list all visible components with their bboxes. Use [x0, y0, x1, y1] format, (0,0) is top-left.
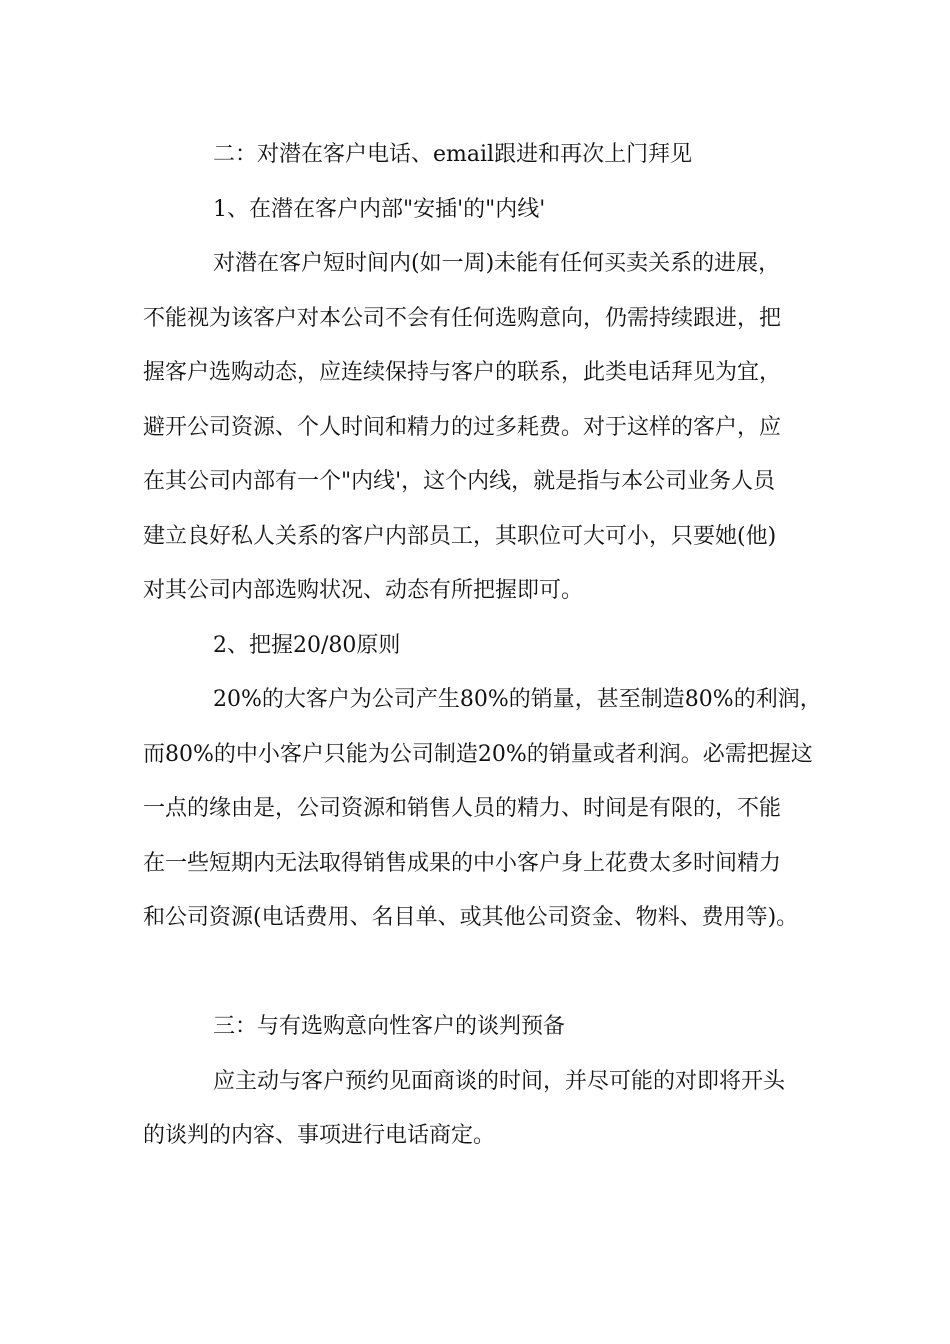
item-2-heading: 2、把握20/80原则	[213, 632, 401, 658]
paragraph-line: 而80%的中小客户只能为公司制造20%的销量或者利润。必需把握这	[143, 741, 813, 767]
blank-line	[143, 946, 807, 1001]
paragraph-line: 一点的缘由是，公司资源和销售人员的精力、时间是有限的，不能	[143, 796, 782, 821]
item-1-heading: 1、在潜在客户内部"安插'的"内线'	[213, 196, 546, 222]
paragraph-line: 的谈判的内容、事项进行电话商定。	[143, 1123, 496, 1148]
section-3-heading: 三：与有选购意向性客户的谈判预备	[213, 1014, 566, 1039]
paragraph-line: 在其公司内部有一个"内线'，这个内线，就是指与本公司业务人员	[143, 469, 776, 494]
paragraph-3	[143, 1055, 807, 1164]
paragraph-line: 在一些短期内无法取得销售成果的中小客户身上花费太多时间精力	[143, 850, 782, 876]
paragraph-line: 对其公司内部选购状况、动态有所把握即可。	[143, 578, 584, 603]
paragraph-line: 握客户选购动态，应连续保持与客户的联系，此类电话拜见为宜，	[143, 360, 782, 385]
section-2-heading: 二：对潜在客户电话、email跟进和再次上门拜见	[213, 142, 693, 167]
paragraph-line: 不能视为该客户对本公司不会有任何选购意向，仍需持续跟进，把	[143, 305, 782, 331]
document-body	[143, 128, 822, 1164]
paragraph-line: 建立良好私人关系的客户内部员工，其职位可大可小，只要她(他)	[143, 523, 777, 549]
paragraph-line: 避开公司资源、个人时间和精力的过多耗费。对于这样的客户，应	[143, 414, 782, 440]
paragraph-1	[143, 237, 807, 619]
paragraph-2	[143, 673, 822, 946]
paragraph-line: 对潜在客户短时间内(如一周)未能有任何买卖关系的进展，	[213, 251, 781, 276]
paragraph-line: 20%的大客户为公司产生80%的销量，甚至制造80%的利润，	[213, 687, 822, 712]
paragraph-line: 和公司资源(电话费用、名目单、或其他公司资金、物料、费用等)。	[143, 905, 799, 930]
paragraph-line: 应主动与客户预约见面商谈的时间，并尽可能的对即将开头	[213, 1068, 786, 1094]
